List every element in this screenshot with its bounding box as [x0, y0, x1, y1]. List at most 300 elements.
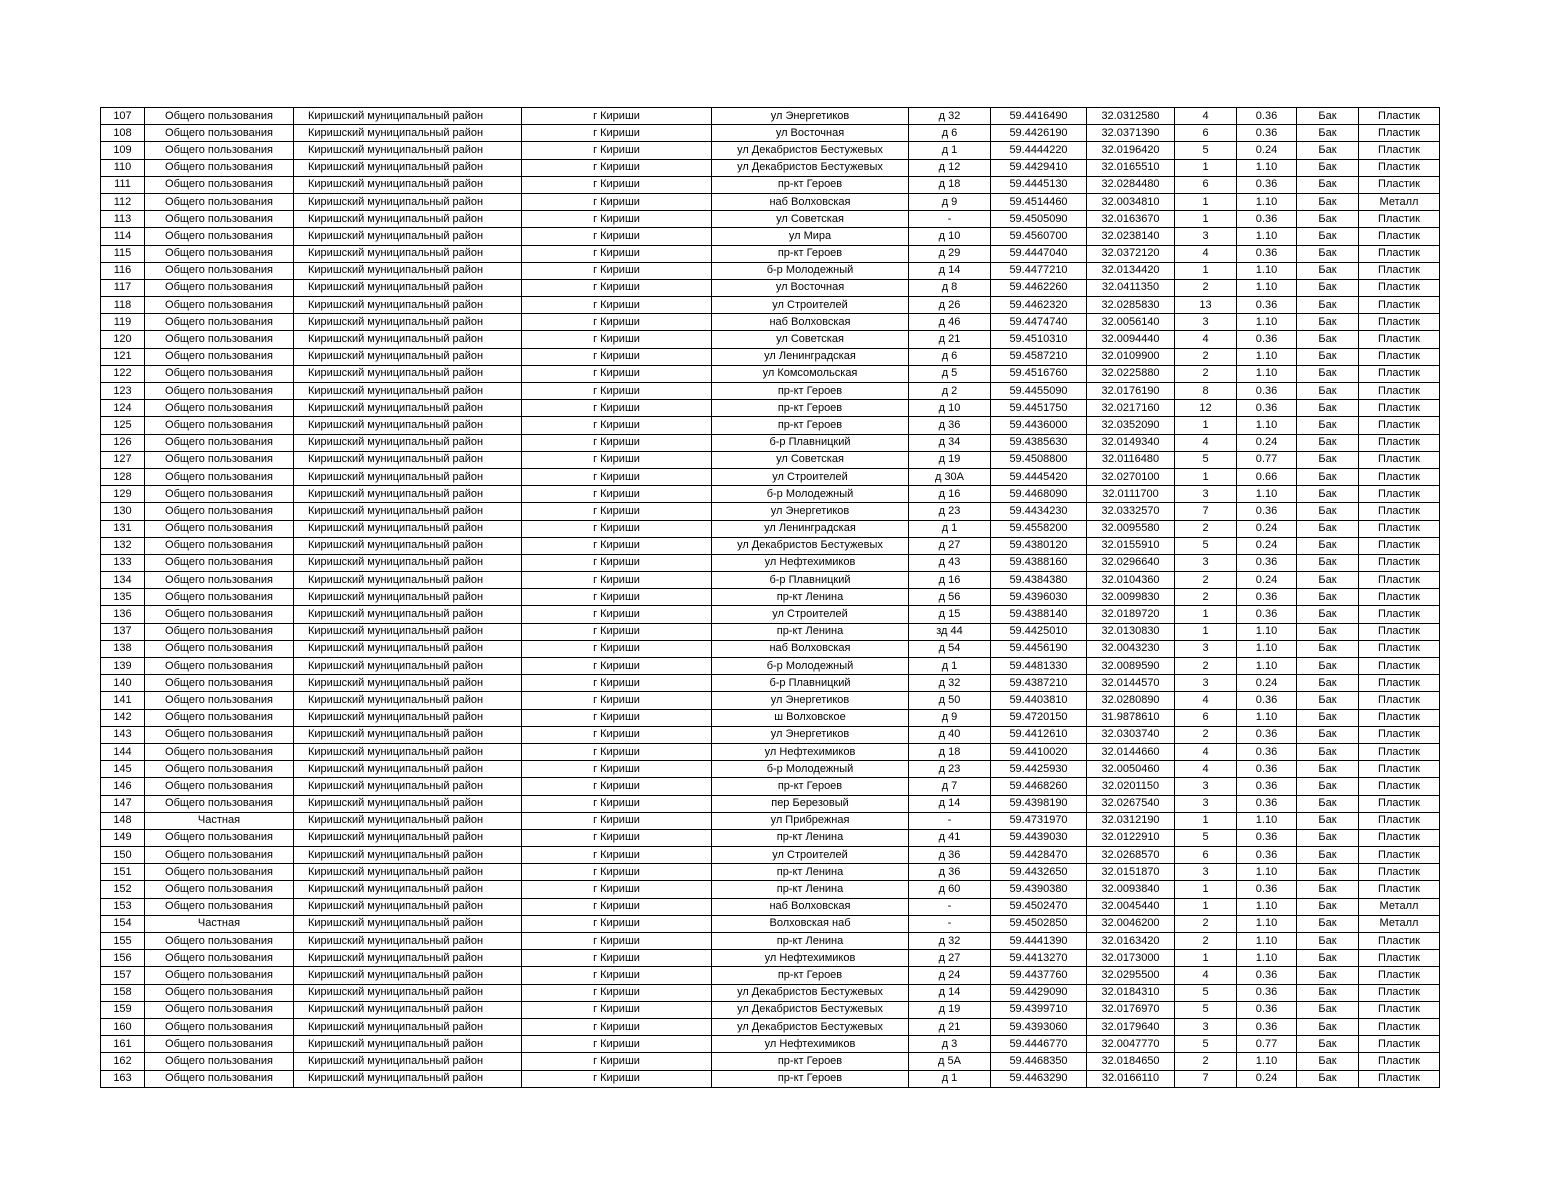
longitude-cell: 32.0225880: [1087, 365, 1175, 382]
container-volume-cell: 0.36: [1237, 211, 1297, 228]
house-cell: д 18: [909, 176, 991, 193]
table-row: [101, 400, 1440, 417]
container-kind-cell: Бак: [1297, 950, 1359, 967]
latitude-cell: 59.4428470: [991, 847, 1087, 864]
house-cell: -: [909, 812, 991, 829]
site-type-cell: Общего пользования: [145, 847, 294, 864]
row-number-cell: 161: [101, 1036, 145, 1053]
site-type-cell: Общего пользования: [145, 279, 294, 296]
table-row: [101, 675, 1440, 692]
site-type-cell: Общего пользования: [145, 675, 294, 692]
street-cell: ул Энергетиков: [712, 503, 909, 520]
house-cell: д 27: [909, 950, 991, 967]
longitude-cell: 32.0134420: [1087, 262, 1175, 279]
container-count-cell: 1: [1175, 950, 1237, 967]
street-cell: ул Прибрежная: [712, 812, 909, 829]
container-volume-cell: 0.36: [1237, 1001, 1297, 1018]
container-kind-cell: Бак: [1297, 520, 1359, 537]
district-cell: Киришский муниципальный район: [294, 211, 522, 228]
container-count-cell: 3: [1175, 1018, 1237, 1035]
container-count-cell: 2: [1175, 658, 1237, 675]
district-cell: Киришский муниципальный район: [294, 245, 522, 262]
district-cell: Киришский муниципальный район: [294, 228, 522, 245]
house-cell: д 24: [909, 967, 991, 984]
container-count-cell: 2: [1175, 572, 1237, 589]
street-cell: пр-кт Героев: [712, 1053, 909, 1070]
city-cell: г Кириши: [522, 692, 712, 709]
site-type-cell: Общего пользования: [145, 1070, 294, 1087]
row-number-cell: 124: [101, 400, 145, 417]
district-cell: Киришский муниципальный район: [294, 537, 522, 554]
material-cell: Пластик: [1359, 125, 1440, 142]
container-kind-cell: Бак: [1297, 658, 1359, 675]
latitude-cell: 59.4399710: [991, 1001, 1087, 1018]
latitude-cell: 59.4412610: [991, 726, 1087, 743]
table-row: [101, 451, 1440, 468]
table-row: [101, 572, 1440, 589]
site-type-cell: Общего пользования: [145, 933, 294, 950]
site-type-cell: Общего пользования: [145, 984, 294, 1001]
table-row: [101, 743, 1440, 760]
city-cell: г Кириши: [522, 778, 712, 795]
row-number-cell: 159: [101, 1001, 145, 1018]
site-type-cell: Общего пользования: [145, 640, 294, 657]
table-row: [101, 468, 1440, 485]
house-cell: -: [909, 898, 991, 915]
container-volume-cell: 0.36: [1237, 1018, 1297, 1035]
street-cell: ул Декабристов Бестужевых: [712, 1001, 909, 1018]
container-count-cell: 2: [1175, 726, 1237, 743]
material-cell: Пластик: [1359, 743, 1440, 760]
container-volume-cell: 1.10: [1237, 486, 1297, 503]
table-row: [101, 417, 1440, 434]
container-kind-cell: Бак: [1297, 279, 1359, 296]
site-type-cell: Общего пользования: [145, 589, 294, 606]
container-volume-cell: 0.36: [1237, 881, 1297, 898]
table-row: [101, 640, 1440, 657]
container-volume-cell: 0.36: [1237, 589, 1297, 606]
material-cell: Пластик: [1359, 709, 1440, 726]
district-cell: Киришский муниципальный район: [294, 520, 522, 537]
container-kind-cell: Бак: [1297, 675, 1359, 692]
container-kind-cell: Бак: [1297, 434, 1359, 451]
street-cell: пр-кт Героев: [712, 1070, 909, 1087]
district-cell: Киришский муниципальный район: [294, 829, 522, 846]
district-cell: Киришский муниципальный район: [294, 365, 522, 382]
district-cell: Киришский муниципальный район: [294, 1036, 522, 1053]
table-row: [101, 348, 1440, 365]
city-cell: г Кириши: [522, 211, 712, 228]
latitude-cell: 59.4505090: [991, 211, 1087, 228]
row-number-cell: 108: [101, 125, 145, 142]
latitude-cell: 59.4451750: [991, 400, 1087, 417]
street-cell: ул Энергетиков: [712, 108, 909, 125]
street-cell: пр-кт Героев: [712, 245, 909, 262]
city-cell: г Кириши: [522, 847, 712, 864]
material-cell: Пластик: [1359, 795, 1440, 812]
material-cell: Пластик: [1359, 933, 1440, 950]
latitude-cell: 59.4560700: [991, 228, 1087, 245]
container-count-cell: 2: [1175, 933, 1237, 950]
container-volume-cell: 0.36: [1237, 400, 1297, 417]
row-number-cell: 114: [101, 228, 145, 245]
container-count-cell: 2: [1175, 589, 1237, 606]
row-number-cell: 123: [101, 383, 145, 400]
container-count-cell: 13: [1175, 297, 1237, 314]
material-cell: Пластик: [1359, 365, 1440, 382]
longitude-cell: 32.0371390: [1087, 125, 1175, 142]
table-row: [101, 795, 1440, 812]
latitude-cell: 59.4502850: [991, 915, 1087, 932]
table-row: [101, 1001, 1440, 1018]
longitude-cell: 32.0184310: [1087, 984, 1175, 1001]
street-cell: б-р Молодежный: [712, 761, 909, 778]
site-type-cell: Общего пользования: [145, 623, 294, 640]
container-count-cell: 6: [1175, 125, 1237, 142]
house-cell: д 36: [909, 417, 991, 434]
container-volume-cell: 0.24: [1237, 675, 1297, 692]
container-volume-cell: 0.36: [1237, 761, 1297, 778]
city-cell: г Кириши: [522, 589, 712, 606]
container-count-cell: 3: [1175, 864, 1237, 881]
site-type-cell: Общего пользования: [145, 159, 294, 176]
city-cell: г Кириши: [522, 984, 712, 1001]
site-type-cell: Общего пользования: [145, 1053, 294, 1070]
city-cell: г Кириши: [522, 743, 712, 760]
container-count-cell: 1: [1175, 606, 1237, 623]
material-cell: Пластик: [1359, 228, 1440, 245]
district-cell: Киришский муниципальный район: [294, 898, 522, 915]
container-kind-cell: Бак: [1297, 365, 1359, 382]
latitude-cell: 59.4474740: [991, 314, 1087, 331]
row-number-cell: 121: [101, 348, 145, 365]
district-cell: Киришский муниципальный район: [294, 1070, 522, 1087]
house-cell: д 32: [909, 108, 991, 125]
site-type-cell: Общего пользования: [145, 709, 294, 726]
table-row: [101, 211, 1440, 228]
house-cell: д 6: [909, 348, 991, 365]
street-cell: ул Советская: [712, 211, 909, 228]
city-cell: г Кириши: [522, 1070, 712, 1087]
longitude-cell: 32.0045440: [1087, 898, 1175, 915]
row-number-cell: 133: [101, 554, 145, 571]
site-type-cell: Общего пользования: [145, 950, 294, 967]
city-cell: г Кириши: [522, 812, 712, 829]
container-volume-cell: 0.36: [1237, 743, 1297, 760]
site-type-cell: Общего пользования: [145, 658, 294, 675]
site-type-cell: Общего пользования: [145, 176, 294, 193]
material-cell: Пластик: [1359, 314, 1440, 331]
row-number-cell: 158: [101, 984, 145, 1001]
site-type-cell: Общего пользования: [145, 348, 294, 365]
row-number-cell: 163: [101, 1070, 145, 1087]
container-count-cell: 1: [1175, 881, 1237, 898]
house-cell: д 12: [909, 159, 991, 176]
container-volume-cell: 0.36: [1237, 984, 1297, 1001]
house-cell: д 46: [909, 314, 991, 331]
longitude-cell: 32.0312580: [1087, 108, 1175, 125]
container-volume-cell: 1.10: [1237, 279, 1297, 296]
house-cell: д 14: [909, 262, 991, 279]
district-cell: Киришский муниципальный район: [294, 606, 522, 623]
longitude-cell: 32.0166110: [1087, 1070, 1175, 1087]
table-row: [101, 829, 1440, 846]
row-number-cell: 113: [101, 211, 145, 228]
district-cell: Киришский муниципальный район: [294, 881, 522, 898]
house-cell: д 50: [909, 692, 991, 709]
longitude-cell: 32.0303740: [1087, 726, 1175, 743]
container-count-cell: 3: [1175, 486, 1237, 503]
longitude-cell: 32.0179640: [1087, 1018, 1175, 1035]
street-cell: б-р Молодежный: [712, 486, 909, 503]
row-number-cell: 150: [101, 847, 145, 864]
street-cell: ул Советская: [712, 451, 909, 468]
container-volume-cell: 0.36: [1237, 331, 1297, 348]
latitude-cell: 59.4463290: [991, 1070, 1087, 1087]
container-volume-cell: 0.36: [1237, 847, 1297, 864]
material-cell: Пластик: [1359, 640, 1440, 657]
street-cell: ул Мира: [712, 228, 909, 245]
district-cell: Киришский муниципальный район: [294, 159, 522, 176]
container-volume-cell: 1.10: [1237, 348, 1297, 365]
site-type-cell: Общего пользования: [145, 503, 294, 520]
house-cell: д 26: [909, 297, 991, 314]
longitude-cell: 32.0176190: [1087, 383, 1175, 400]
city-cell: г Кириши: [522, 365, 712, 382]
container-count-cell: 1: [1175, 417, 1237, 434]
container-volume-cell: 0.36: [1237, 692, 1297, 709]
container-volume-cell: 0.36: [1237, 383, 1297, 400]
district-cell: Киришский муниципальный район: [294, 692, 522, 709]
container-kind-cell: Бак: [1297, 915, 1359, 932]
material-cell: Пластик: [1359, 262, 1440, 279]
latitude-cell: 59.4446770: [991, 1036, 1087, 1053]
latitude-cell: 59.4587210: [991, 348, 1087, 365]
container-kind-cell: Бак: [1297, 142, 1359, 159]
container-count-cell: 5: [1175, 451, 1237, 468]
container-kind-cell: Бак: [1297, 331, 1359, 348]
street-cell: ул Ленинградская: [712, 520, 909, 537]
city-cell: г Кириши: [522, 1018, 712, 1035]
district-cell: Киришский муниципальный район: [294, 400, 522, 417]
city-cell: г Кириши: [522, 864, 712, 881]
table-row: [101, 108, 1440, 125]
container-count-cell: 6: [1175, 709, 1237, 726]
longitude-cell: 32.0217160: [1087, 400, 1175, 417]
row-number-cell: 148: [101, 812, 145, 829]
material-cell: Пластик: [1359, 692, 1440, 709]
city-cell: г Кириши: [522, 623, 712, 640]
container-kind-cell: Бак: [1297, 451, 1359, 468]
row-number-cell: 153: [101, 898, 145, 915]
container-count-cell: 5: [1175, 537, 1237, 554]
table-row: [101, 950, 1440, 967]
container-volume-cell: 1.10: [1237, 228, 1297, 245]
container-count-cell: 12: [1175, 400, 1237, 417]
longitude-cell: 32.0163670: [1087, 211, 1175, 228]
street-cell: ш Волховское: [712, 709, 909, 726]
longitude-cell: 32.0352090: [1087, 417, 1175, 434]
house-cell: д 32: [909, 933, 991, 950]
table-row: [101, 623, 1440, 640]
latitude-cell: 59.4456190: [991, 640, 1087, 657]
row-number-cell: 110: [101, 159, 145, 176]
container-kind-cell: Бак: [1297, 417, 1359, 434]
container-volume-cell: 0.36: [1237, 778, 1297, 795]
container-kind-cell: Бак: [1297, 348, 1359, 365]
material-cell: Пластик: [1359, 829, 1440, 846]
longitude-cell: 32.0050460: [1087, 761, 1175, 778]
container-count-cell: 4: [1175, 108, 1237, 125]
city-cell: г Кириши: [522, 125, 712, 142]
latitude-cell: 59.4510310: [991, 331, 1087, 348]
latitude-cell: 59.4445420: [991, 468, 1087, 485]
site-type-cell: Общего пользования: [145, 468, 294, 485]
container-volume-cell: 0.36: [1237, 176, 1297, 193]
material-cell: Пластик: [1359, 726, 1440, 743]
container-count-cell: 1: [1175, 898, 1237, 915]
table-row: [101, 228, 1440, 245]
container-kind-cell: Бак: [1297, 692, 1359, 709]
material-cell: Пластик: [1359, 1018, 1440, 1035]
material-cell: Пластик: [1359, 297, 1440, 314]
row-number-cell: 116: [101, 262, 145, 279]
longitude-cell: 32.0201150: [1087, 778, 1175, 795]
city-cell: г Кириши: [522, 434, 712, 451]
row-number-cell: 128: [101, 468, 145, 485]
house-cell: д 14: [909, 984, 991, 1001]
container-volume-cell: 1.10: [1237, 864, 1297, 881]
material-cell: Пластик: [1359, 847, 1440, 864]
longitude-cell: 32.0176970: [1087, 1001, 1175, 1018]
row-number-cell: 137: [101, 623, 145, 640]
table-row: [101, 142, 1440, 159]
latitude-cell: 59.4388140: [991, 606, 1087, 623]
container-count-cell: 2: [1175, 365, 1237, 382]
city-cell: г Кириши: [522, 572, 712, 589]
street-cell: пр-кт Героев: [712, 417, 909, 434]
container-kind-cell: Бак: [1297, 193, 1359, 210]
district-cell: Киришский муниципальный район: [294, 967, 522, 984]
site-type-cell: Общего пользования: [145, 108, 294, 125]
row-number-cell: 118: [101, 297, 145, 314]
container-count-cell: 5: [1175, 1036, 1237, 1053]
district-cell: Киришский муниципальный район: [294, 847, 522, 864]
site-type-cell: Частная: [145, 812, 294, 829]
latitude-cell: 59.4720150: [991, 709, 1087, 726]
row-number-cell: 117: [101, 279, 145, 296]
house-cell: д 6: [909, 125, 991, 142]
container-volume-cell: 0.36: [1237, 554, 1297, 571]
district-cell: Киришский муниципальный район: [294, 554, 522, 571]
district-cell: Киришский муниципальный район: [294, 1053, 522, 1070]
latitude-cell: 59.4426190: [991, 125, 1087, 142]
latitude-cell: 59.4393060: [991, 1018, 1087, 1035]
street-cell: пр-кт Героев: [712, 778, 909, 795]
city-cell: г Кириши: [522, 245, 712, 262]
district-cell: Киришский муниципальный район: [294, 348, 522, 365]
house-cell: д 23: [909, 503, 991, 520]
street-cell: ул Декабристов Бестужевых: [712, 984, 909, 1001]
site-type-cell: Общего пользования: [145, 726, 294, 743]
latitude-cell: 59.4396030: [991, 589, 1087, 606]
longitude-cell: 32.0122910: [1087, 829, 1175, 846]
material-cell: Пластик: [1359, 331, 1440, 348]
row-number-cell: 145: [101, 761, 145, 778]
table-row: [101, 761, 1440, 778]
city-cell: г Кириши: [522, 331, 712, 348]
latitude-cell: 59.4462320: [991, 297, 1087, 314]
container-kind-cell: Бак: [1297, 262, 1359, 279]
row-number-cell: 107: [101, 108, 145, 125]
longitude-cell: 32.0165510: [1087, 159, 1175, 176]
site-type-cell: Общего пользования: [145, 572, 294, 589]
table-row: [101, 434, 1440, 451]
district-cell: Киришский муниципальный район: [294, 262, 522, 279]
row-number-cell: 156: [101, 950, 145, 967]
material-cell: Пластик: [1359, 572, 1440, 589]
longitude-cell: 32.0093840: [1087, 881, 1175, 898]
site-type-cell: Общего пользования: [145, 125, 294, 142]
city-cell: г Кириши: [522, 709, 712, 726]
container-volume-cell: 1.10: [1237, 262, 1297, 279]
container-count-cell: 1: [1175, 468, 1237, 485]
house-cell: д 18: [909, 743, 991, 760]
container-volume-cell: 1.10: [1237, 898, 1297, 915]
district-cell: Киришский муниципальный район: [294, 486, 522, 503]
district-cell: Киришский муниципальный район: [294, 864, 522, 881]
row-number-cell: 162: [101, 1053, 145, 1070]
longitude-cell: 32.0332570: [1087, 503, 1175, 520]
container-volume-cell: 1.10: [1237, 933, 1297, 950]
latitude-cell: 59.4447040: [991, 245, 1087, 262]
row-number-cell: 135: [101, 589, 145, 606]
row-number-cell: 129: [101, 486, 145, 503]
container-volume-cell: 0.24: [1237, 572, 1297, 589]
container-kind-cell: Бак: [1297, 383, 1359, 400]
material-cell: Пластик: [1359, 486, 1440, 503]
container-volume-cell: 0.36: [1237, 108, 1297, 125]
material-cell: Пластик: [1359, 348, 1440, 365]
site-type-cell: Общего пользования: [145, 606, 294, 623]
container-kind-cell: Бак: [1297, 537, 1359, 554]
street-cell: пр-кт Ленина: [712, 829, 909, 846]
container-sites-table: [100, 107, 1440, 1088]
table-row: [101, 881, 1440, 898]
container-volume-cell: 0.36: [1237, 829, 1297, 846]
container-volume-cell: 0.77: [1237, 1036, 1297, 1053]
container-count-cell: 5: [1175, 1001, 1237, 1018]
site-type-cell: Общего пользования: [145, 1036, 294, 1053]
container-volume-cell: 0.36: [1237, 967, 1297, 984]
container-kind-cell: Бак: [1297, 1018, 1359, 1035]
material-cell: Пластик: [1359, 108, 1440, 125]
district-cell: Киришский муниципальный район: [294, 314, 522, 331]
longitude-cell: 32.0095580: [1087, 520, 1175, 537]
container-volume-cell: 1.10: [1237, 709, 1297, 726]
city-cell: г Кириши: [522, 417, 712, 434]
city-cell: г Кириши: [522, 606, 712, 623]
container-volume-cell: 0.36: [1237, 503, 1297, 520]
city-cell: г Кириши: [522, 537, 712, 554]
row-number-cell: 122: [101, 365, 145, 382]
container-count-cell: 1: [1175, 211, 1237, 228]
table-row: [101, 486, 1440, 503]
site-type-cell: Общего пользования: [145, 864, 294, 881]
container-count-cell: 2: [1175, 1053, 1237, 1070]
city-cell: г Кириши: [522, 915, 712, 932]
street-cell: наб Волховская: [712, 898, 909, 915]
